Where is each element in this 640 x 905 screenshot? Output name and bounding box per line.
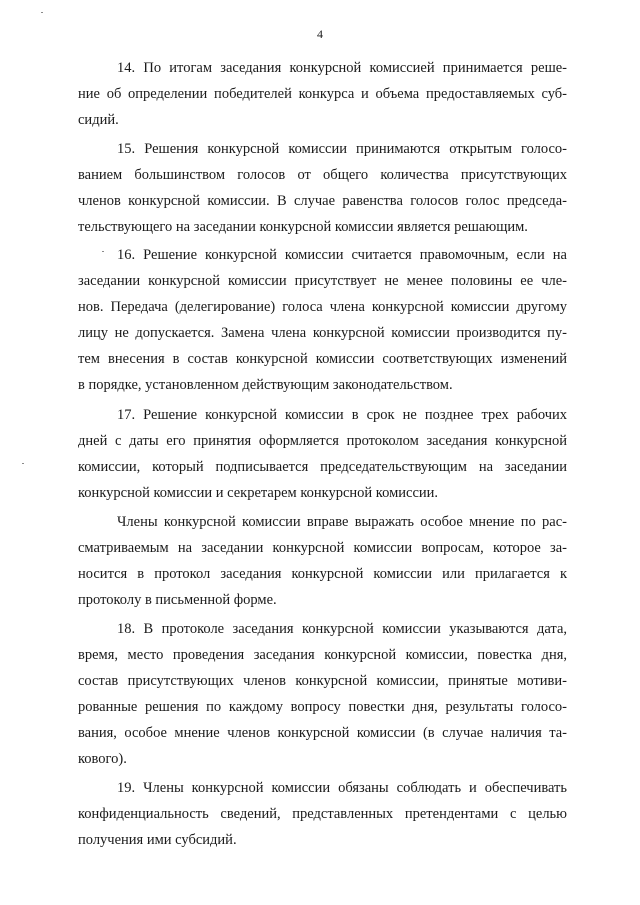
paragraph-15-line-3: членов конкурсной комиссии. В случае равенства голосов голос председа-: [78, 193, 567, 209]
paragraph-19-line-1: 19. Члены конкурсной комиссии обязаны соблюдать и обеспечивать: [117, 780, 567, 796]
paragraph-16-line-4: лицу не допускается. Замена члена конкурсной комиссии производится пу-: [78, 325, 567, 341]
paragraph-16-line-2: заседании конкурсной комиссии присутствует не менее половины ее чле-: [78, 273, 567, 289]
paragraph-16-line-3: нов. Передача (делегирование) голоса члена конкурсной комиссии другому: [78, 299, 567, 315]
paragraph-16-line-6: в порядке, установленном действующим законодательством.: [78, 377, 453, 393]
paragraph-14-line-2: ние об определении победителей конкурса и объема предоставляемых суб-: [78, 86, 567, 102]
paragraph-opinion-line-3: носится в протокол заседания конкурсной комиссии или прилагается к: [78, 566, 567, 582]
scan-speck: [41, 12, 43, 13]
paragraph-17-line-1: 17. Решение конкурсной комиссии в срок не позднее трех рабочих: [117, 407, 567, 423]
paragraph-14-line-3: сидий.: [78, 112, 119, 128]
paragraph-18-line-2: время, место проведения заседания конкурсной комиссии, повестка дня,: [78, 647, 567, 663]
paragraph-16-line-5: тем внесения в состав конкурсной комиссии соответствующих изменений: [78, 351, 567, 367]
paragraph-opinion-line-1: Члены конкурсной комиссии вправе выражать особое мнение по рас-: [117, 514, 567, 530]
paragraph-17-line-3: комиссии, который подписывается председательствующим на заседании: [78, 459, 567, 475]
paragraph-18-line-1: 18. В протоколе заседания конкурсной комиссии указываются дата,: [117, 621, 567, 637]
paragraph-18-line-6: кового).: [78, 751, 127, 767]
paragraph-opinion-line-4: протоколу в письменной форме.: [78, 592, 277, 608]
paragraph-15-line-2: ванием большинством голосов от общего количества присутствующих: [78, 167, 567, 183]
paragraph-19-line-3: получения ими субсидий.: [78, 832, 237, 848]
paragraph-19-line-2: конфиденциальность сведений, представленных претендентами с целью: [78, 806, 567, 822]
paragraph-18-line-4: рованные решения по каждому вопросу повестки дня, результаты голосо-: [78, 699, 567, 715]
scan-speck: [22, 463, 24, 464]
paragraph-17-line-4: конкурсной комиссии и секретарем конкурсной комиссии.: [78, 485, 439, 501]
page-number: 4: [317, 27, 323, 41]
paragraph-18-line-3: состав присутствующих членов конкурсной комиссии, принятые мотиви-: [78, 673, 567, 689]
paragraph-14-line-1: 14. По итогам заседания конкурсной комиссией принимается реше-: [117, 60, 567, 76]
scan-speck: [102, 251, 104, 252]
paragraph-15-line-1: 15. Решения конкурсной комиссии принимаются открытым голосо-: [117, 141, 567, 157]
paragraph-16-line-1: 16. Решение конкурсной комиссии считается правомочным, если на: [117, 247, 567, 263]
paragraph-17-line-2: дней с даты его принятия оформляется протоколом заседания конкурсной: [78, 433, 567, 449]
paragraph-15-line-4: тельствующего на заседании конкурсной комиссии является решающим.: [78, 219, 528, 235]
paragraph-opinion-line-2: сматриваемым на заседании конкурсной комиссии вопросам, которое за-: [78, 540, 567, 556]
paragraph-18-line-5: вания, особое мнение членов конкурсной комиссии (в случае наличия та-: [78, 725, 567, 741]
